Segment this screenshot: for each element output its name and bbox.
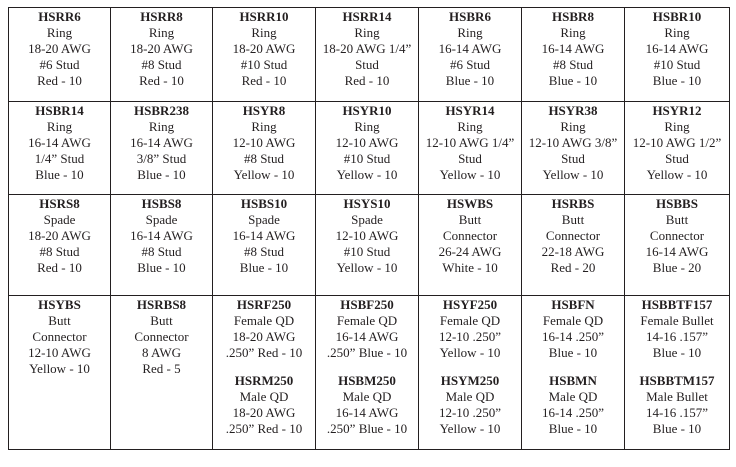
part-number: HSYR10 (342, 103, 392, 118)
product-entry (113, 196, 210, 276)
product-entry (215, 103, 313, 183)
product-cell (419, 195, 522, 296)
product-spec-line: 14-16 .157” (645, 329, 709, 344)
product-spec-line: Yellow - 10 (29, 361, 90, 376)
product-spec-line: #6 Stud (449, 57, 491, 72)
product-spec-line: 12-10 .250” (438, 329, 502, 344)
product-spec-line: Butt (665, 212, 689, 227)
product-entry (524, 196, 622, 276)
product-spec-line: 12-10 AWG 1/2” (632, 135, 722, 150)
part-number: HSBR238 (134, 103, 189, 118)
product-spec-line: Red - 10 (37, 260, 82, 275)
product-spec-line: #8 Stud (552, 57, 594, 72)
product-spec-line: #10 Stud (240, 57, 288, 72)
product-spec-line: White - 10 (442, 260, 498, 275)
product-spec-line: 22-18 AWG (541, 244, 605, 259)
product-entry (113, 9, 210, 89)
product-spec-line: Male QD (445, 389, 495, 404)
product-spec-line: Blue - 10 (35, 167, 84, 182)
part-number: HSYS10 (343, 196, 391, 211)
product-spec-line: Blue - 10 (652, 345, 702, 360)
product-spec-line: Yellow - 10 (336, 167, 398, 182)
part-number: HSYR12 (652, 103, 702, 118)
part-number: HSBBS (656, 196, 698, 211)
product-cell (213, 296, 316, 450)
product-spec-line: #8 Stud (243, 244, 285, 259)
product-entry (215, 9, 313, 89)
product-spec-line: Female Bullet (640, 313, 714, 328)
product-cell (111, 296, 213, 450)
product-spec-line: Yellow - 10 (439, 345, 501, 360)
product-entry (627, 9, 727, 89)
product-cell (316, 102, 419, 195)
product-spec-line: 18-20 AWG (28, 228, 91, 243)
product-spec-line: Female QD (336, 313, 398, 328)
product-spec-line: Stud (458, 151, 482, 166)
product-spec-line: 16-14 AWG (438, 41, 502, 56)
product-cell (625, 8, 730, 102)
product-spec-line: Stud (355, 57, 379, 72)
table-row (9, 195, 730, 296)
product-spec-line: 12-10 AWG 1/4” (425, 135, 515, 150)
product-entry (627, 103, 727, 183)
part-number: HSYM250 (440, 373, 500, 388)
part-number: HSBFN (551, 297, 595, 312)
product-spec-line: Yellow - 10 (336, 260, 398, 275)
table-row (9, 102, 730, 195)
part-number: HSRBS (551, 196, 595, 211)
product-entry (11, 103, 108, 183)
product-spec-line: Red - 20 (550, 260, 596, 275)
product-spec-line: Male QD (548, 389, 598, 404)
product-entry (421, 196, 519, 276)
product-cell (522, 8, 625, 102)
product-spec-line: Male Bullet (646, 389, 708, 404)
product-spec-line: Butt (458, 212, 482, 227)
product-cell (9, 102, 111, 195)
product-spec-line: Blue - 10 (548, 345, 598, 360)
product-spec-line: Blue - 10 (137, 260, 186, 275)
product-spec-line: Ring (457, 25, 483, 40)
product-cell (316, 195, 419, 296)
product-spec-line: Connector (32, 329, 87, 344)
product-spec-line: #10 Stud (653, 57, 701, 72)
product-spec-line: #10 Stud (343, 244, 391, 259)
product-spec-line: 12-10 AWG 3/8” (528, 135, 618, 150)
product-spec-line: Blue - 10 (652, 421, 702, 436)
product-cell (213, 102, 316, 195)
part-number: HSBF250 (340, 297, 394, 312)
product-cell (111, 195, 213, 296)
product-cell (522, 296, 625, 450)
product-spec-line: Red - 10 (139, 73, 184, 88)
product-spec-line: #6 Stud (39, 57, 80, 72)
part-number: HSBR6 (449, 9, 491, 24)
product-cell (111, 8, 213, 102)
part-number: HSBS10 (240, 196, 288, 211)
product-entry (11, 9, 108, 89)
part-number: HSRF250 (236, 297, 292, 312)
product-cell (9, 8, 111, 102)
product-spec-line: Ring (148, 25, 175, 40)
product-spec-line: Blue - 10 (137, 167, 186, 182)
part-number: HSYR8 (242, 103, 286, 118)
product-entry (421, 9, 519, 89)
part-number: HSBR14 (35, 103, 84, 118)
product-spec-line: Butt (150, 313, 173, 328)
product-spec-line: Ring (251, 119, 277, 134)
product-spec-line: Ring (46, 119, 73, 134)
product-spec-line: Blue - 10 (652, 73, 702, 88)
product-spec-line: Yellow - 10 (439, 167, 501, 182)
product-cell (419, 296, 522, 450)
product-cell (419, 102, 522, 195)
product-spec-line: 14-16 .157” (645, 405, 709, 420)
product-cell (9, 296, 111, 450)
product-spec-line: 26-24 AWG (438, 244, 502, 259)
product-entry (318, 196, 416, 276)
part-number: HSBMN (549, 373, 597, 388)
product-spec-line: .250” Blue - 10 (326, 345, 408, 360)
product-spec-line: 16-14 AWG (645, 244, 709, 259)
product-spec-line: Yellow - 10 (646, 167, 708, 182)
product-spec-line: Blue - 20 (652, 260, 702, 275)
product-entry (421, 297, 519, 361)
product-spec-line: Connector (545, 228, 601, 243)
product-spec-line: 18-20 AWG (232, 405, 296, 420)
part-number: HSYF250 (442, 297, 498, 312)
product-spec-line: 8 AWG (141, 345, 182, 360)
part-number: HSBS8 (141, 196, 182, 211)
part-number: HSYR38 (548, 103, 598, 118)
terminal-product-table (8, 7, 730, 450)
product-spec-line: 16-14 .250” (541, 405, 605, 420)
product-spec-line: Ring (457, 119, 483, 134)
product-entry (318, 9, 416, 89)
product-spec-line: #8 Stud (39, 244, 80, 259)
product-spec-line: 1/4” Stud (34, 151, 85, 166)
product-spec-line: Female QD (233, 313, 295, 328)
product-spec-line: 16-14 AWG (130, 135, 193, 150)
product-spec-line: 12-10 AWG (28, 345, 91, 360)
part-number: HSYBS (38, 297, 81, 312)
product-cell (522, 195, 625, 296)
table-row (9, 296, 730, 450)
product-spec-line: 12-10 AWG (335, 135, 399, 150)
product-entry (421, 373, 519, 437)
product-spec-line: 18-20 AWG 1/4” (322, 41, 412, 56)
product-cell (625, 296, 730, 450)
product-spec-line: Blue - 10 (548, 73, 598, 88)
product-spec-line: #8 Stud (243, 151, 285, 166)
product-entry (627, 196, 727, 276)
product-entry (421, 103, 519, 183)
product-spec-line: Connector (649, 228, 705, 243)
product-cell (316, 296, 419, 450)
product-spec-line: Blue - 10 (239, 260, 289, 275)
part-number: HSRR14 (342, 9, 392, 24)
table-row (9, 8, 730, 102)
product-entry (215, 196, 313, 276)
product-spec-line: Ring (664, 25, 690, 40)
product-cell (522, 102, 625, 195)
product-spec-line: 16-14 AWG (130, 228, 193, 243)
product-spec-line: .250” Blue - 10 (326, 421, 408, 436)
product-entry (524, 297, 622, 361)
product-spec-line: Ring (560, 25, 586, 40)
part-number: HSBR8 (552, 9, 594, 24)
product-spec-line: 16-14 AWG (645, 41, 709, 56)
product-cell (419, 8, 522, 102)
product-spec-line: 12-10 AWG (232, 135, 296, 150)
product-spec-line: Blue - 10 (445, 73, 495, 88)
product-entry (215, 373, 313, 437)
product-spec-line: Ring (664, 119, 690, 134)
part-number: HSRR10 (239, 9, 289, 24)
product-spec-line: 16-14 AWG (335, 405, 399, 420)
product-spec-line: 16-14 .250” (541, 329, 605, 344)
part-number: HSRM250 (234, 373, 294, 388)
product-spec-line: Spade (351, 212, 383, 227)
product-spec-line: 18-20 AWG (232, 41, 296, 56)
part-number: HSYR14 (445, 103, 495, 118)
product-spec-line: Yellow - 10 (542, 167, 604, 182)
product-spec-line: 16-14 AWG (28, 135, 91, 150)
product-spec-line: Red - 10 (241, 73, 287, 88)
part-number: HSRR6 (38, 9, 81, 24)
product-entry (113, 103, 210, 183)
product-spec-line: Female QD (439, 313, 501, 328)
product-cell (625, 102, 730, 195)
product-spec-line: Yellow - 10 (233, 167, 295, 182)
product-spec-line: Ring (46, 25, 73, 40)
product-entry (318, 103, 416, 183)
part-number: HSRR8 (140, 9, 183, 24)
part-number: HSBBTF157 (641, 297, 713, 312)
product-spec-line: 16-14 AWG (232, 228, 296, 243)
product-entry (524, 9, 622, 89)
product-spec-line: Ring (148, 119, 175, 134)
product-spec-line: Ring (354, 25, 380, 40)
product-cell (625, 195, 730, 296)
part-number: HSWBS (446, 196, 494, 211)
product-spec-line: Stud (561, 151, 585, 166)
product-spec-line: 3/8” Stud (136, 151, 187, 166)
product-spec-line: #10 Stud (343, 151, 391, 166)
product-spec-line: Red - 5 (142, 361, 181, 376)
product-spec-line: Stud (665, 151, 689, 166)
part-number: HSBM250 (338, 373, 396, 388)
product-entry (215, 297, 313, 361)
product-spec-line: .250” Red - 10 (225, 421, 303, 436)
product-spec-line: Male QD (342, 389, 392, 404)
table-body (9, 8, 730, 450)
product-spec-line: Female QD (542, 313, 604, 328)
product-spec-line: .250” Red - 10 (225, 345, 303, 360)
part-number: HSRBS8 (136, 297, 187, 312)
product-spec-line: Blue - 10 (548, 421, 598, 436)
product-spec-line: Ring (560, 119, 586, 134)
product-entry (113, 297, 210, 377)
product-spec-line: Connector (134, 329, 189, 344)
product-entry (11, 297, 108, 377)
product-entry (318, 373, 416, 437)
product-spec-line: 18-20 AWG (232, 329, 296, 344)
part-number: HSRS8 (39, 196, 80, 211)
product-spec-line: #8 Stud (141, 57, 182, 72)
product-spec-line: Spade (145, 212, 178, 227)
product-cell (316, 8, 419, 102)
product-cell (111, 102, 213, 195)
product-spec-line: Spade (248, 212, 280, 227)
product-spec-line: 12-10 AWG (335, 228, 399, 243)
product-spec-line: Butt (48, 313, 71, 328)
product-spec-line: Connector (442, 228, 498, 243)
product-cell (9, 195, 111, 296)
product-spec-line: Ring (251, 25, 277, 40)
product-entry (11, 196, 108, 276)
part-number: HSBBTM157 (639, 373, 715, 388)
product-spec-line: Ring (354, 119, 380, 134)
product-entry (627, 373, 727, 437)
product-spec-line: Red - 10 (344, 73, 390, 88)
product-spec-line: 16-14 AWG (541, 41, 605, 56)
product-entry (318, 297, 416, 361)
product-entry (524, 373, 622, 437)
product-spec-line: Butt (561, 212, 585, 227)
product-spec-line: 18-20 AWG (28, 41, 91, 56)
product-spec-line: Red - 10 (37, 73, 82, 88)
product-cell (213, 195, 316, 296)
product-entry (524, 103, 622, 183)
product-spec-line: #8 Stud (141, 244, 182, 259)
product-spec-line: Male QD (239, 389, 289, 404)
product-spec-line: 18-20 AWG (130, 41, 193, 56)
part-number: HSBR10 (652, 9, 702, 24)
product-spec-line: 16-14 AWG (335, 329, 399, 344)
product-spec-line: 12-10 .250” (438, 405, 502, 420)
product-cell (213, 8, 316, 102)
product-spec-line: Spade (43, 212, 76, 227)
product-entry (627, 297, 727, 361)
product-spec-line: Yellow - 10 (439, 421, 501, 436)
